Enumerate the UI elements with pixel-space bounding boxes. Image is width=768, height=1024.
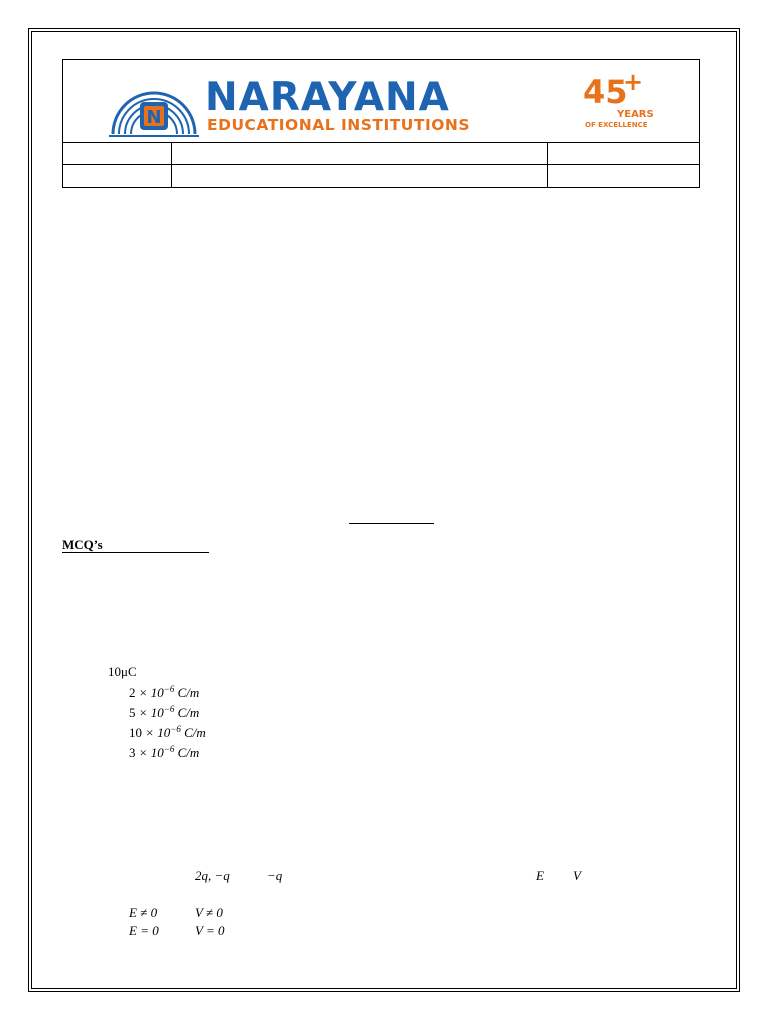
q2-option-a-e: E ≠ 0 xyxy=(129,905,158,920)
badge-plus: + xyxy=(623,68,644,96)
q2-symbol-e: E xyxy=(536,868,544,883)
center-rule xyxy=(349,523,434,524)
anniversary-badge xyxy=(583,68,663,132)
q2-third-charge: −q xyxy=(267,868,283,883)
q1-option-d: $3 \times 10^{-6}$ C/m xyxy=(129,744,200,760)
header-row-1 xyxy=(63,142,699,165)
mcq-heading: MCQ’s xyxy=(62,537,103,552)
brand-name: NARAYANA xyxy=(205,75,450,120)
q1-charge: 10μC xyxy=(108,664,137,679)
q2-charges: 2q, −q xyxy=(195,868,230,883)
brand-subtitle: EDUCATIONAL INSTITUTIONS xyxy=(207,116,471,134)
mcq-heading-underline xyxy=(62,552,209,553)
header-table xyxy=(62,59,700,188)
q2-option-b-e: E = 0 xyxy=(129,923,159,938)
header-row-2 xyxy=(63,164,699,187)
badge-number: 45 xyxy=(583,73,628,111)
q2-option-b-v: V = 0 xyxy=(195,923,225,938)
logo-area xyxy=(63,60,699,142)
q1-option-b: $5 \times 10^{-6}$ C/m xyxy=(129,704,200,720)
q2-option-a-v: V ≠ 0 xyxy=(195,905,223,920)
badge-years: YEARS xyxy=(617,109,654,120)
badge-excellence: OF EXCELLENCE xyxy=(585,121,648,129)
emblem-icon xyxy=(107,72,201,138)
q1-option-a: $2 \times 10^{-6}$ C/m xyxy=(129,684,200,700)
emblem-letter: N xyxy=(146,107,162,128)
q2-symbol-v: V xyxy=(573,868,581,883)
q1-option-c: $10 \times 10^{-6}$ C/m xyxy=(129,724,206,740)
